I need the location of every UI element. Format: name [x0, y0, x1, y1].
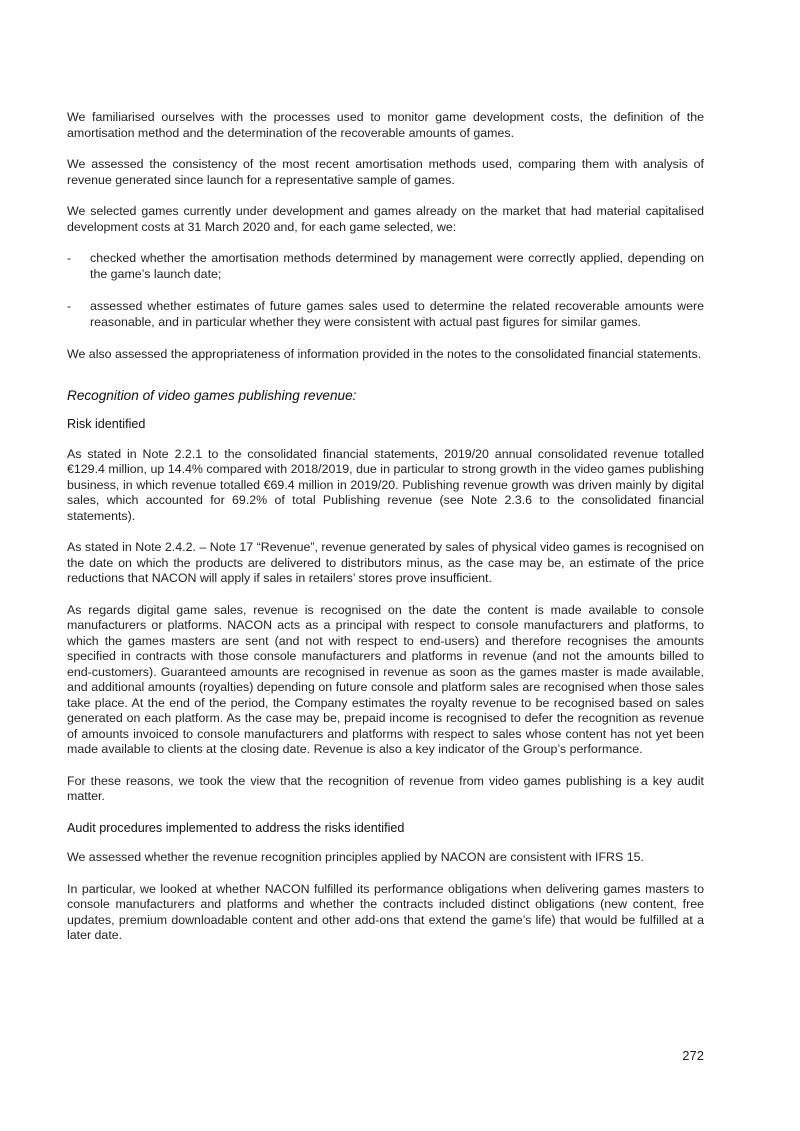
bullet-marker: -: [67, 251, 72, 265]
paragraph: We assessed the consistency of the most recent amortisation methods used, comparing them with analysis of revenue generated since launch for a representative sample of games.: [67, 157, 704, 187]
audit-heading: Audit procedures implemented to address the risks identified: [67, 820, 405, 835]
paragraph: As regards digital game sales, revenue is recognised on the date the content is made available to console manufacturers or platforms. NACON acts as a principal with respect to console manufacturers and platforms, to which the games masters are sent (and not with respect to end-users) and therefore recognises the amounts specified in contracts with those console manufacturers and platforms in revenue (and not the amounts billed to end-customers). Guaranteed amounts are recognised in revenue as soon as the games master is made available, and additional amounts (royalties) depending on future console and platform sales are recognised when those sales take place. At the end of the period, the Company estimates the royalty revenue to be recognised based on sales generated on each platform. As the case may be, prepaid income is recognised to defer the recognition as revenue of amounts invoiced to console manufacturers and platforms with respect to sales whose content has not yet been made available to clients at the closing date. Revenue is also a key indicator of the Group’s performance.: [67, 602, 704, 756]
list-item: [67, 251, 704, 282]
page-number: 272: [682, 1048, 704, 1063]
paragraph: We also assessed the appropriateness of information provided in the notes to the consolidated financial statements.: [67, 347, 702, 361]
list-item-text: assessed whether estimates of future games sales used to determine the related recoverable amounts were reasonable, and in particular whether they were consistent with actual past figures for similar games.: [90, 299, 704, 329]
page-body: [67, 110, 704, 960]
paragraph: We selected games currently under development and games already on the market that had material capitalised development costs at 31 March 2020 and, for each game selected, we:: [67, 204, 704, 234]
section-title: Recognition of video games publishing revenue:: [67, 387, 357, 403]
paragraph: For these reasons, we took the view that the recognition of revenue from video games publishing is a key audit matter.: [67, 773, 704, 803]
bullet-marker: -: [67, 299, 72, 313]
paragraph: As stated in Note 2.4.2. – Note 17 “Revenue”, revenue generated by sales of physical video games is recognised on the date on which the products are delivered to distributors minus, as the case may be, an estimate of the price reductions that NACON will apply if sales in retailers’ stores prove insufficient.: [67, 540, 704, 585]
paragraph: As stated in Note 2.2.1 to the consolidated financial statements, 2019/20 annual consolidated revenue totalled €129.4 million, up 14.4% compared with 2018/2019, due in particular to strong growth in the video games publishing business, in which revenue totalled €69.4 million in 2019/20. Publishing revenue growth was driven mainly by digital sales, which accounted for 69.2% of total Publishing revenue (see Note 2.3.6 to the consolidated financial statements).: [67, 446, 704, 523]
risk-heading: Risk identified: [67, 417, 146, 431]
paragraph: We assessed whether the revenue recognition principles applied by NACON are consistent with IFRS 15.: [67, 850, 644, 864]
list-item-text: checked whether the amortisation methods determined by management were correctly applied, depending on the game’s launch date;: [90, 251, 704, 281]
procedures-list: [67, 251, 704, 330]
paragraph: We familiarised ourselves with the processes used to monitor game development costs, the definition of the amortisation method and the determination of the recoverable amounts of games.: [67, 110, 704, 140]
paragraph: In particular, we looked at whether NACON fulfilled its performance obligations when delivering games masters to console manufacturers and platforms and whether the contracts included distinct obligations (new content, free updates, premium downloadable content and other add-ons that extend the game’s life) that would be fulfilled at a later date.: [67, 881, 704, 942]
list-item: [67, 299, 704, 330]
